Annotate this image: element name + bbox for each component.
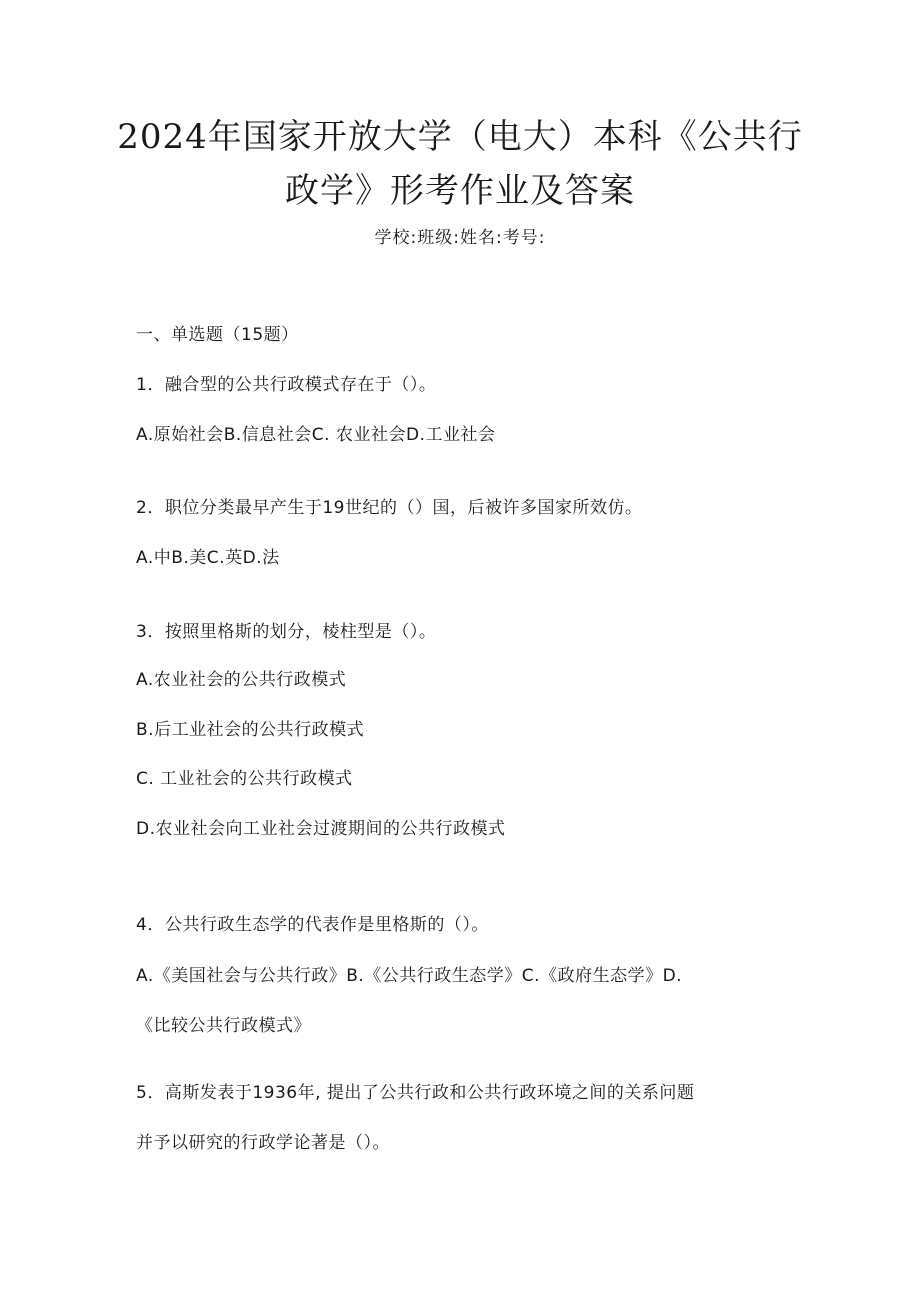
section-heading: 一、单选题（15题） [136, 325, 299, 345]
question-3-option-a: A.农业社会的公共行政模式 [136, 670, 347, 690]
question-3-option-b: B.后工业社会的公共行政模式 [136, 720, 365, 740]
title-line-2: 政学》形考作业及答案 [285, 171, 635, 211]
question-3-option-c: C. 工业社会的公共行政模式 [136, 769, 353, 789]
question-4-options-line-2: 《比较公共行政模式》 [136, 1016, 311, 1036]
question-5-stem-line-2: 并予以研究的行政学论著是（）。 [136, 1133, 390, 1153]
question-4-stem: 4．公共行政生态学的代表作是里格斯的（）。 [136, 915, 489, 935]
question-4-options-line-1: A.《美国社会与公共行政》B.《公共行政生态学》C.《政府生态学》D. [136, 966, 683, 986]
question-5-stem-line-1: 5．高斯发表于1936年, 提出了公共行政和公共行政环境之间的关系问题 [136, 1083, 695, 1103]
question-3-option-d: D.农业社会向工业社会过渡期间的公共行政模式 [136, 819, 506, 839]
question-1-stem: 1．融合型的公共行政模式存在于（）。 [136, 375, 437, 395]
student-info-line: 学校:班级:姓名:考号: [374, 228, 546, 248]
question-3-stem: 3．按照里格斯的划分，棱柱型是（）。 [136, 622, 437, 642]
document-title [100, 110, 820, 218]
question-2-stem: 2．职位分类最早产生于19世纪的（）国，后被许多国家所效仿。 [136, 498, 643, 518]
question-1-options: A.原始社会B.信息社会C. 农业社会D.工业社会 [136, 425, 496, 445]
question-2-options: A.中B.美C.英D.法 [136, 548, 280, 568]
title-line-1: 2024年国家开放大学（电大）本科《公共行 [117, 117, 803, 157]
